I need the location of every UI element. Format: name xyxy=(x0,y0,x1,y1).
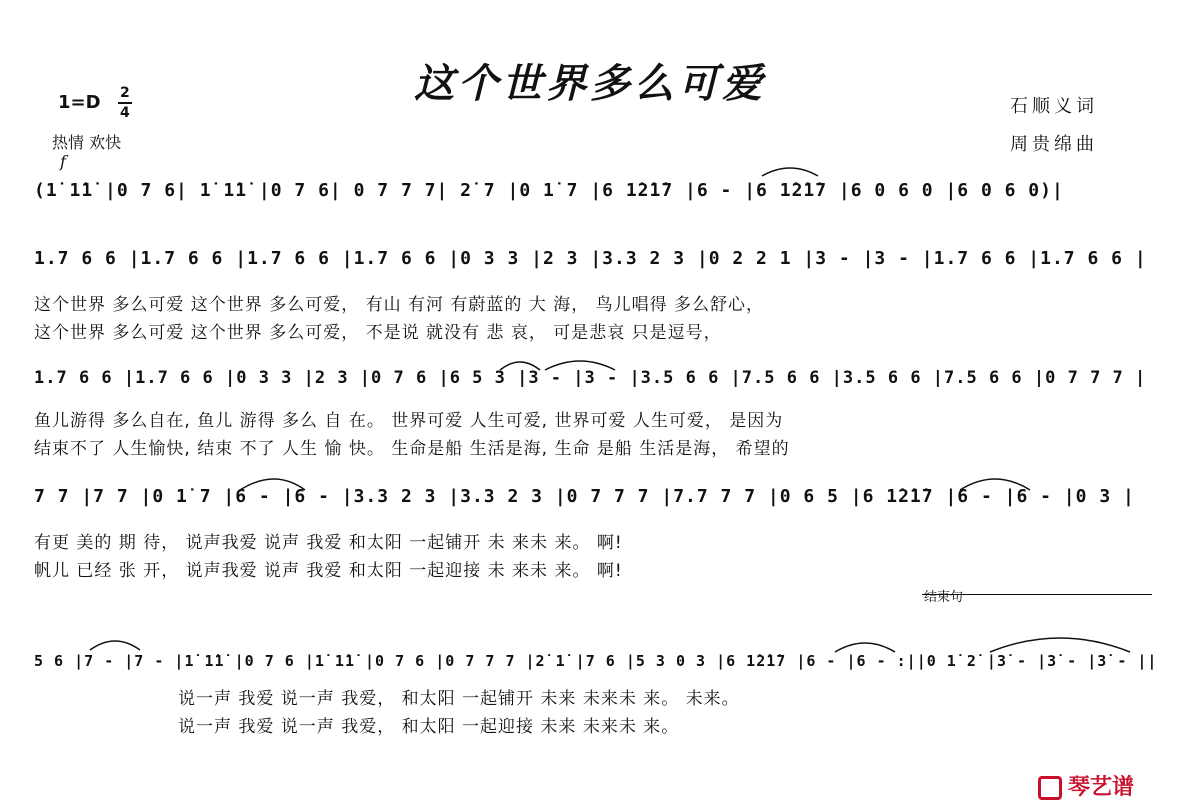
piano-logo-icon xyxy=(1038,776,1062,800)
composer-credit: 周贵绵曲 xyxy=(1010,134,1098,155)
lyrics-row-3-verse-2: 结束不了 人生愉快, 结束 不了 人生 愉 快。 生命是船 生活是海, 生命 是船 生活是海， 希望的 xyxy=(34,439,790,459)
slur-arc xyxy=(762,168,818,176)
lyrics-row-4-verse-2: 帆儿 已经 张 开， 说声我爱 说声 我爱 和太阳 一起迎接 未 来未 来。 啊! xyxy=(34,561,623,581)
ending-label: 结束句 xyxy=(924,590,964,605)
staff-row-4: 7 7 |7 7 |0 1̇ 7 |6 - |6 - |3.3 2 3 |3.3 2 3 |0 7 7 7 |7.7 7 7 |0 6 5 |6 1̇2̇1̇7 |6 - |6 - |0 3 | xyxy=(34,486,1135,507)
key-signature: 1=D xyxy=(58,92,101,113)
slur-arc xyxy=(835,643,895,652)
tempo-mood: 热情 欢快 xyxy=(52,133,122,152)
meter-top: 2 xyxy=(118,84,132,104)
site-logo xyxy=(1038,770,1134,801)
staff-row-1: (1̇ 1̇1̇ |0 7 6| 1̇ 1̇1̇ |0 7 6| 0 7 7 7| 2̇ 7 |0 1̇ 7 |6 1̇2̇1̇7 |6 - |6 1̇2̇1̇7 |6 0 6 0 |6 0 6 0)| xyxy=(34,180,1064,201)
staff-row-3: 1.7 6 6 |1.7 6 6 |0 3 3 |2 3 |0 7 6 |6 5 3 |3 - |3 - |3.5 6 6 |7.5 6 6 |3.5 6 6 |7.5 6 6 |0 7 7 7 | xyxy=(34,368,1147,388)
dynamic-marking: f xyxy=(60,152,66,171)
slur-arc xyxy=(990,638,1130,652)
logo-text: 琴艺谱 xyxy=(1068,775,1135,800)
lyricist-credit: 石顺义词 xyxy=(1010,96,1098,117)
lyrics-row-2-verse-1: 这个世界 多么可爱 这个世界 多么可爱， 有山 有河 有蔚蓝的 大 海， 鸟儿唱得 多么舒心， xyxy=(34,295,765,315)
song-title: 这个世界多么可爱 xyxy=(414,60,766,107)
staff-row-2: 1.7 6 6 |1.7 6 6 |1.7 6 6 |1.7 6 6 |0 3 3 |2 3 |3.3 2 3 |0 2 2 1 |3 - |3 - |1.7 6 6 |1.7 6 6 | xyxy=(34,248,1147,269)
staff-row-5: 5 6 |7 - |7 - |1̇ 1̇1̇ |0 7 6 |1̇ 1̇1̇ |0 7 6 |0 7 7 7 |2̇ 1̇ |7 6 |5 3 0 3 |6 1̇2̇1̇7 |6 - |6 - :||0 1̇ 2̇ |3̇ - |3̇ - |3̇ - || xyxy=(34,652,1158,670)
lyrics-row-5-verse-1: 说一声 我爱 说一声 我爱， 和太阳 一起铺开 未来 未来未 来。 未来。 xyxy=(178,689,740,709)
lyrics-row-3-verse-1: 鱼儿游得 多么自在, 鱼儿 游得 多么 自 在。 世界可爱 人生可爱, 世界可爱 人生可爱， 是因为 xyxy=(34,411,784,431)
slur-arc xyxy=(90,641,140,650)
slur-arc xyxy=(500,362,540,370)
lyrics-row-5-verse-2: 说一声 我爱 说一声 我爱， 和太阳 一起迎接 未来 未来未 来。 xyxy=(178,717,680,737)
lyrics-row-2-verse-2: 这个世界 多么可爱 这个世界 多么可爱， 不是说 就没有 悲 哀， 可是悲哀 只是逗号， xyxy=(34,323,722,343)
slur-arc xyxy=(960,479,1030,490)
slur-arc xyxy=(240,479,305,490)
slur-arc xyxy=(545,361,615,370)
meter-bottom: 4 xyxy=(120,105,130,121)
lyrics-row-4-verse-1: 有更 美的 期 待， 说声我爱 说声 我爱 和太阳 一起铺开 未 来未 来。 啊! xyxy=(34,533,623,553)
